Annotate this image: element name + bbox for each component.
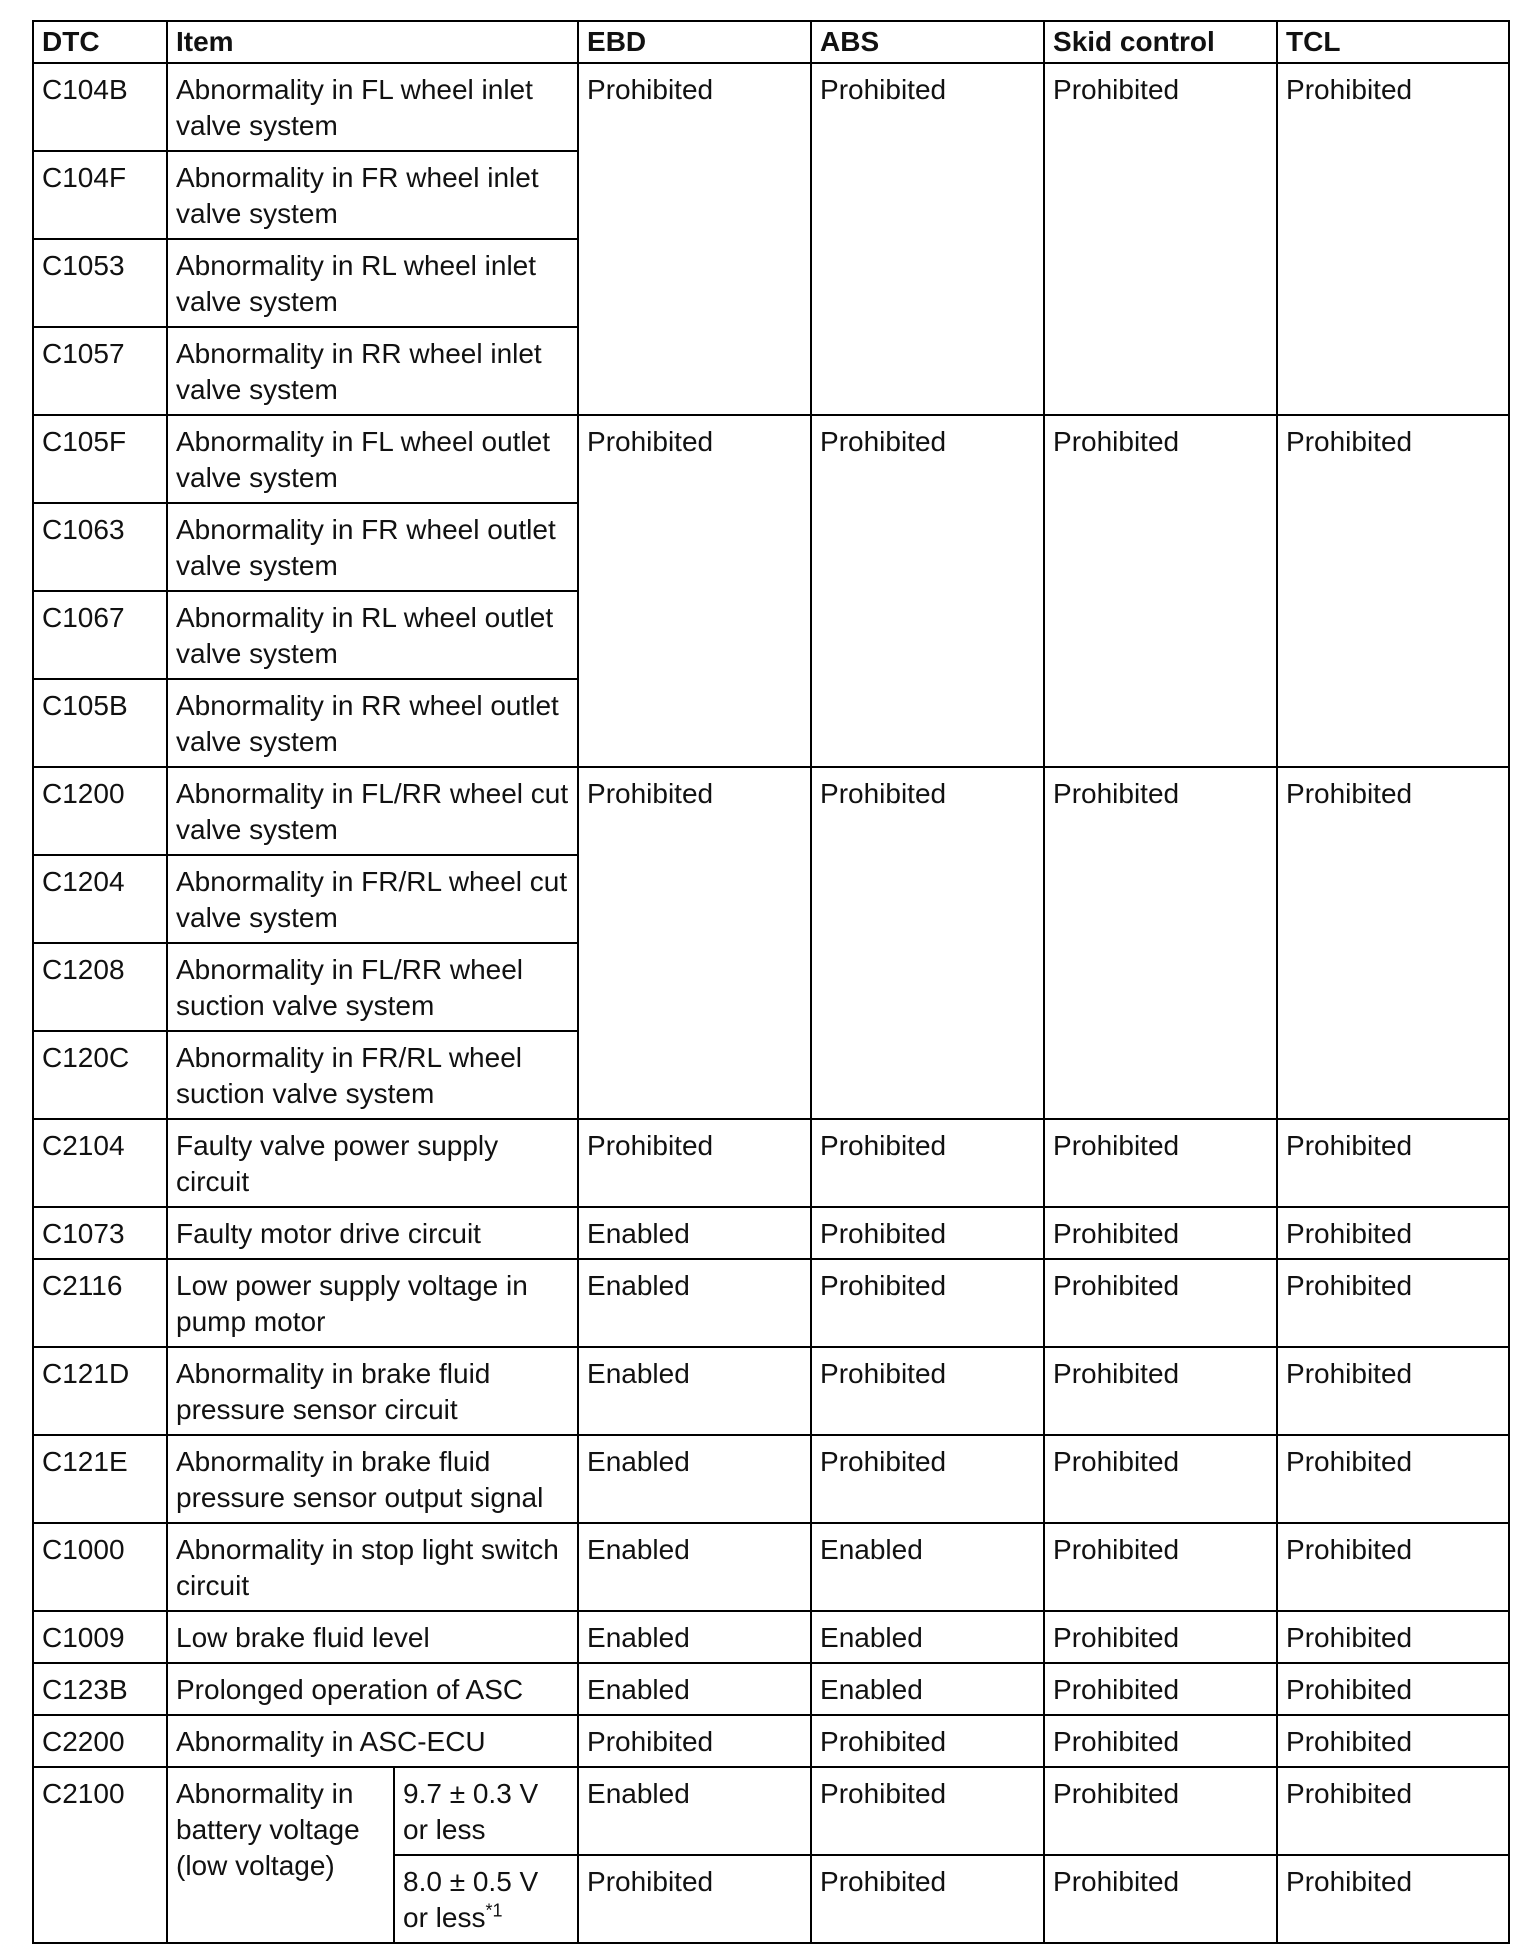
dtc-code-cell: C1200: [33, 767, 167, 855]
dtc-code-cell: C105B: [33, 679, 167, 767]
ebd-status-cell: Prohibited: [578, 1855, 811, 1943]
table-row: [33, 1259, 1509, 1347]
dtc-code-cell: C1073: [33, 1207, 167, 1259]
item-cell: Abnormality in battery voltage (low voltage): [167, 1767, 394, 1943]
table-row: [33, 1663, 1509, 1715]
abs-status-cell: Prohibited: [811, 63, 1044, 415]
abs-status-cell: Enabled: [811, 1663, 1044, 1715]
dtc-code-cell: C123B: [33, 1663, 167, 1715]
item-cell: Abnormality in FL wheel outlet valve system: [167, 415, 578, 503]
table-row: [33, 1523, 1509, 1611]
header-tcl: TCL: [1277, 21, 1509, 63]
dtc-code-cell: C104B: [33, 63, 167, 151]
dtc-code-cell: C1000: [33, 1523, 167, 1611]
tcl-status-cell: Prohibited: [1277, 1611, 1509, 1663]
item-cell: Abnormality in stop light switch circuit: [167, 1523, 578, 1611]
tcl-status-cell: Prohibited: [1277, 1663, 1509, 1715]
table-body: [33, 63, 1509, 1943]
dtc-code-cell: C2100: [33, 1767, 167, 1943]
table-row: [33, 1715, 1509, 1767]
tcl-status-cell: Prohibited: [1277, 1435, 1509, 1523]
abs-status-cell: Prohibited: [811, 1119, 1044, 1207]
skid-control-status-cell: Prohibited: [1044, 1715, 1277, 1767]
table-row: [33, 63, 1509, 151]
dtc-code-cell: C1067: [33, 591, 167, 679]
voltage-condition-cell: [394, 1767, 578, 1855]
item-cell: Abnormality in FR wheel outlet valve system: [167, 503, 578, 591]
dtc-code-cell: C121D: [33, 1347, 167, 1435]
dtc-code-cell: C1009: [33, 1611, 167, 1663]
skid-control-status-cell: Prohibited: [1044, 63, 1277, 415]
table-row: [33, 767, 1509, 855]
dtc-code-cell: C1053: [33, 239, 167, 327]
ebd-status-cell: Prohibited: [578, 1119, 811, 1207]
skid-control-status-cell: Prohibited: [1044, 1119, 1277, 1207]
skid-control-status-cell: Prohibited: [1044, 415, 1277, 767]
skid-control-status-cell: Prohibited: [1044, 1611, 1277, 1663]
item-cell: Abnormality in brake fluid pressure sensor output signal: [167, 1435, 578, 1523]
dtc-code-cell: C1208: [33, 943, 167, 1031]
skid-control-status-cell: Prohibited: [1044, 1663, 1277, 1715]
dtc-code-cell: C1204: [33, 855, 167, 943]
ebd-status-cell: Prohibited: [578, 767, 811, 1119]
ebd-status-cell: Enabled: [578, 1259, 811, 1347]
item-cell: Abnormality in FL wheel inlet valve system: [167, 63, 578, 151]
item-cell: Prolonged operation of ASC: [167, 1663, 578, 1715]
footnote-marker: *1: [485, 1900, 503, 1921]
item-cell: Low brake fluid level: [167, 1611, 578, 1663]
abs-status-cell: Prohibited: [811, 1347, 1044, 1435]
tcl-status-cell: Prohibited: [1277, 1767, 1509, 1855]
header-abs: ABS: [811, 21, 1044, 63]
skid-control-status-cell: Prohibited: [1044, 1767, 1277, 1855]
item-cell: Abnormality in RL wheel outlet valve system: [167, 591, 578, 679]
skid-control-status-cell: Prohibited: [1044, 767, 1277, 1119]
abs-status-cell: Prohibited: [811, 1207, 1044, 1259]
table-row: [33, 1119, 1509, 1207]
tcl-status-cell: Prohibited: [1277, 415, 1509, 767]
tcl-status-cell: Prohibited: [1277, 767, 1509, 1119]
ebd-status-cell: Prohibited: [578, 1715, 811, 1767]
abs-status-cell: Prohibited: [811, 1435, 1044, 1523]
item-cell: Abnormality in RR wheel inlet valve system: [167, 327, 578, 415]
item-cell: Abnormality in RL wheel inlet valve system: [167, 239, 578, 327]
tcl-status-cell: Prohibited: [1277, 1855, 1509, 1943]
dtc-code-cell: C120C: [33, 1031, 167, 1119]
item-cell: Abnormality in FR wheel inlet valve system: [167, 151, 578, 239]
dtc-code-cell: C104F: [33, 151, 167, 239]
skid-control-status-cell: Prohibited: [1044, 1347, 1277, 1435]
tcl-status-cell: Prohibited: [1277, 1715, 1509, 1767]
item-cell: Abnormality in FR/RL wheel suction valve system: [167, 1031, 578, 1119]
voltage-condition-text: 8.0 ± 0.5 V or less: [403, 1866, 539, 1933]
tcl-status-cell: Prohibited: [1277, 1119, 1509, 1207]
item-cell: Abnormality in FL/RR wheel cut valve system: [167, 767, 578, 855]
table-row: [33, 1611, 1509, 1663]
table-row: [33, 1207, 1509, 1259]
header-skid-control: Skid control: [1044, 21, 1277, 63]
abs-status-cell: Prohibited: [811, 767, 1044, 1119]
ebd-status-cell: Enabled: [578, 1663, 811, 1715]
ebd-status-cell: Enabled: [578, 1767, 811, 1855]
item-cell: Abnormality in FL/RR wheel suction valve system: [167, 943, 578, 1031]
item-cell: Abnormality in RR wheel outlet valve system: [167, 679, 578, 767]
item-cell: Faulty valve power supply circuit: [167, 1119, 578, 1207]
ebd-status-cell: Enabled: [578, 1611, 811, 1663]
header-ebd: EBD: [578, 21, 811, 63]
item-cell: Abnormality in brake fluid pressure sensor circuit: [167, 1347, 578, 1435]
dtc-code-cell: C2104: [33, 1119, 167, 1207]
header-dtc: DTC: [33, 21, 167, 63]
item-cell: Faulty motor drive circuit: [167, 1207, 578, 1259]
tcl-status-cell: Prohibited: [1277, 1523, 1509, 1611]
ebd-status-cell: Prohibited: [578, 415, 811, 767]
tcl-status-cell: Prohibited: [1277, 63, 1509, 415]
abs-status-cell: Prohibited: [811, 1855, 1044, 1943]
abs-status-cell: Prohibited: [811, 1259, 1044, 1347]
dtc-code-cell: C1057: [33, 327, 167, 415]
dtc-table: [32, 20, 1510, 1944]
skid-control-status-cell: Prohibited: [1044, 1855, 1277, 1943]
voltage-condition-text: 9.7 ± 0.3 V or less: [403, 1778, 539, 1845]
abs-status-cell: Prohibited: [811, 1715, 1044, 1767]
ebd-status-cell: Enabled: [578, 1435, 811, 1523]
tcl-status-cell: Prohibited: [1277, 1259, 1509, 1347]
item-cell: Abnormality in FR/RL wheel cut valve system: [167, 855, 578, 943]
abs-status-cell: Enabled: [811, 1523, 1044, 1611]
table-row: [33, 1347, 1509, 1435]
dtc-code-cell: C121E: [33, 1435, 167, 1523]
skid-control-status-cell: Prohibited: [1044, 1259, 1277, 1347]
abs-status-cell: Enabled: [811, 1611, 1044, 1663]
abs-status-cell: Prohibited: [811, 1767, 1044, 1855]
tcl-status-cell: Prohibited: [1277, 1207, 1509, 1259]
skid-control-status-cell: Prohibited: [1044, 1523, 1277, 1611]
ebd-status-cell: Enabled: [578, 1523, 811, 1611]
skid-control-status-cell: Prohibited: [1044, 1435, 1277, 1523]
ebd-status-cell: Enabled: [578, 1207, 811, 1259]
tcl-status-cell: Prohibited: [1277, 1347, 1509, 1435]
voltage-condition-cell: [394, 1855, 578, 1943]
header-row: [33, 21, 1509, 63]
header-item: Item: [167, 21, 578, 63]
table-row: [33, 1435, 1509, 1523]
dtc-code-cell: C105F: [33, 415, 167, 503]
item-cell: Low power supply voltage in pump motor: [167, 1259, 578, 1347]
dtc-code-cell: C2200: [33, 1715, 167, 1767]
skid-control-status-cell: Prohibited: [1044, 1207, 1277, 1259]
item-cell: Abnormality in ASC-ECU: [167, 1715, 578, 1767]
table-row: [33, 415, 1509, 503]
ebd-status-cell: Prohibited: [578, 63, 811, 415]
abs-status-cell: Prohibited: [811, 415, 1044, 767]
table-row: [33, 1767, 1509, 1855]
dtc-code-cell: C1063: [33, 503, 167, 591]
ebd-status-cell: Enabled: [578, 1347, 811, 1435]
dtc-code-cell: C2116: [33, 1259, 167, 1347]
